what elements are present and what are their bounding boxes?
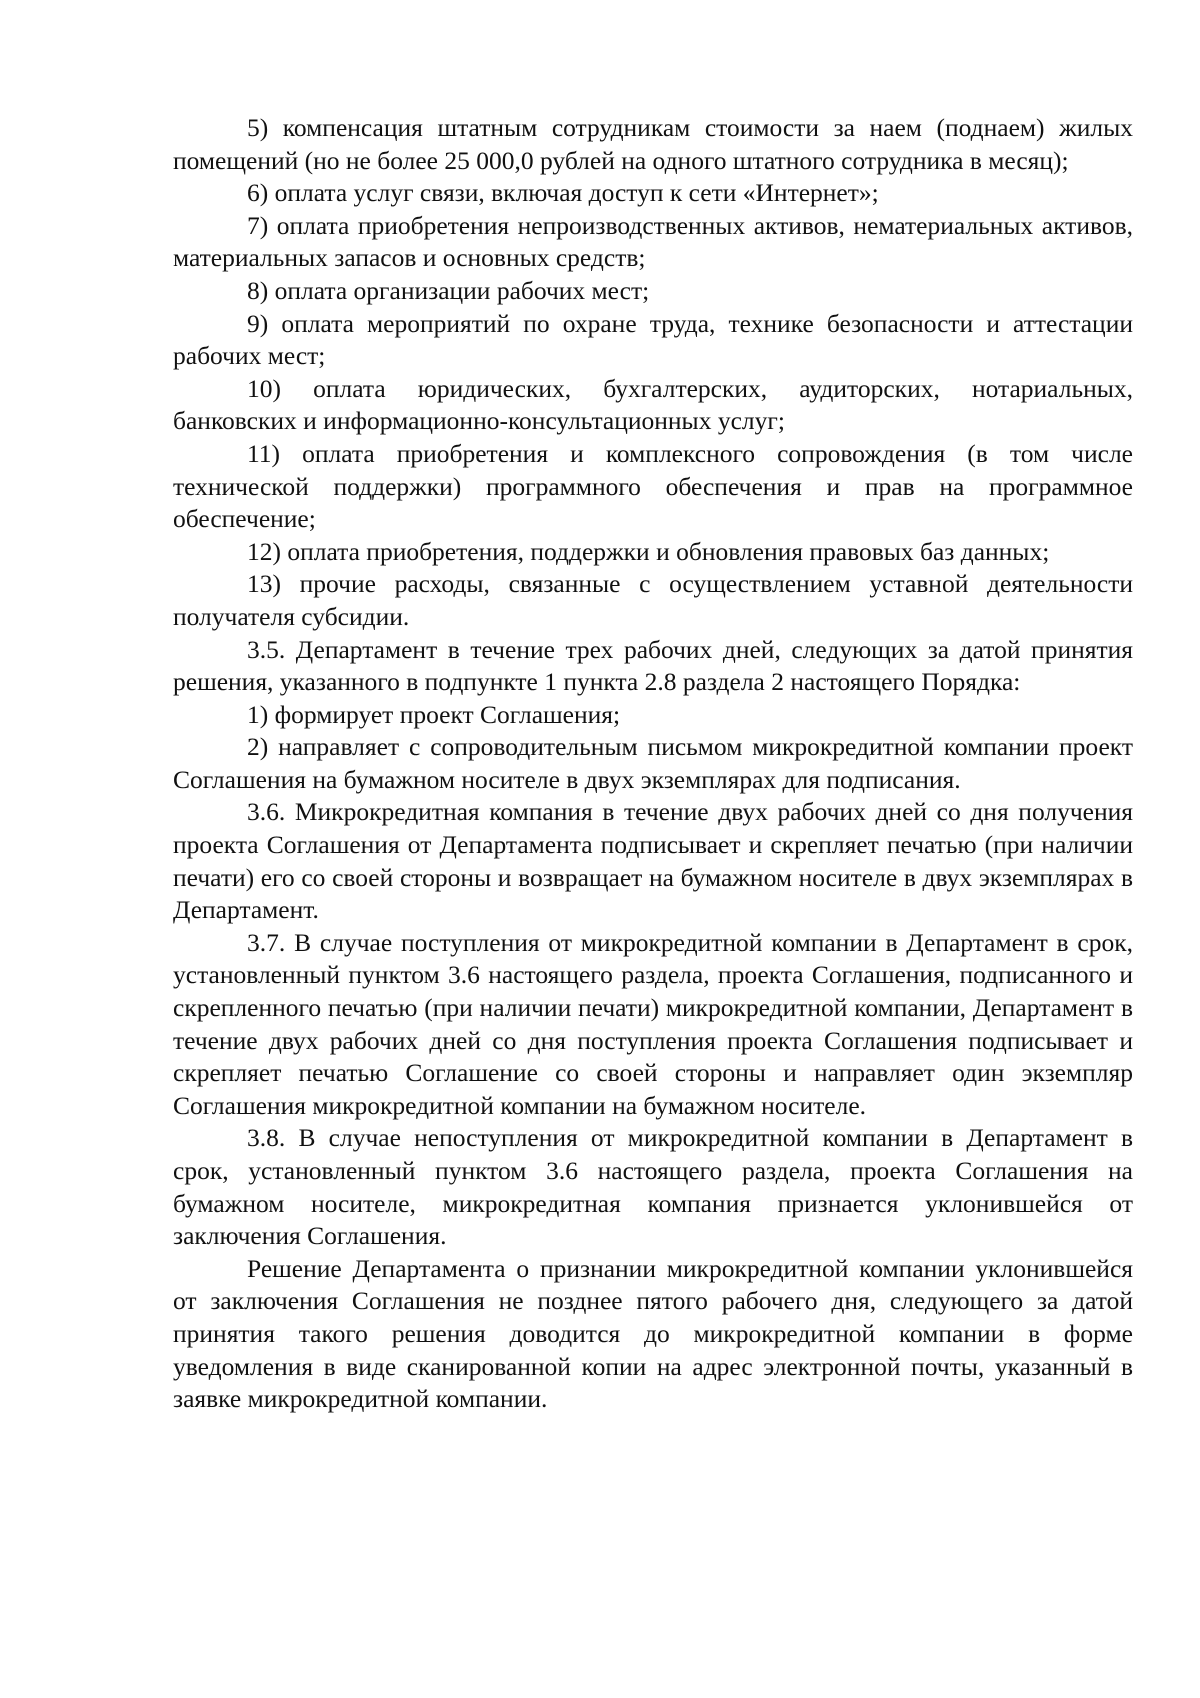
paragraph-item-9: 9) оплата мероприятий по охране труда, технике безопасности и аттестации рабочих мест; [173,308,1133,371]
paragraph-item-8: 8) оплата организации рабочих мест; [247,275,650,305]
paragraph-clause-3-6: 3.6. Микрокредитная компания в течение двух рабочих дней со дня получения проекта Соглашения от Департамента подписывает и скрепляет печатью (при наличии печати) его со своей стороны и возвращает на бумажном носителе в двух экземплярах в Департамент. [173,797,1133,925]
paragraph-clause-3-8: 3.8. В случае непоступления от микрокредитной компании в Департамент в срок, установленный пунктом 3.6 настоящего раздела, проекта Соглашения на бумажном носителе, микрокредитная компания признается уклонившейся от заключения Соглашения. [173,1123,1133,1251]
paragraph-item-12: 12) оплата приобретения, поддержки и обновления правовых баз данных; [247,536,1050,566]
paragraph-clause-3-5: 3.5. Департамент в течение трех рабочих дней, следующих за датой принятия решения, указанного в подпункте 1 пункта 2.8 раздела 2 настоящего Порядка: [173,634,1133,697]
document-page [173,112,1133,1416]
paragraph-item-5: 5) компенсация штатным сотрудникам стоимости за наем (поднаем) жилых помещений (но не более 25 000,0 рублей на одного штатного сотрудника в месяц); [173,113,1133,175]
paragraph-clause-3-5-item-1: 1) формирует проект Соглашения; [247,699,621,729]
paragraph-decision: Решение Департамента о признании микрокредитной компании уклонившейся от заключения Соглашения не позднее пятого рабочего дня, следующего за датой принятия такого решения доводится до микрокредитной компании в форме уведомления в виде сканированной копии на адрес электронной почты, указанный в заявке микрокредитной компании. [173,1253,1133,1414]
paragraph-item-10: 10) оплата юридических, бухгалтерских, аудиторских, нотариальных, банковских и информационно-консультационных услуг; [173,373,1133,436]
paragraph-item-6: 6) оплата услуг связи, включая доступ к сети «Интернет»; [247,178,879,208]
paragraph-item-7: 7) оплата приобретения непроизводственных активов, нематериальных активов, материальных запасов и основных средств; [173,210,1133,273]
paragraph-clause-3-7: 3.7. В случае поступления от микрокредитной компании в Департамент в срок, установленный пунктом 3.6 настоящего раздела, проекта Соглашения, подписанного и скрепленного печатью (при наличии печати) микрокредитной компании, Департамент в течение двух рабочих дней со дня поступления проекта Соглашения подписывает и скрепляет печатью Соглашение со своей стороны и направляет один экземпляр Соглашения микрокредитной компании на бумажном носителе. [173,927,1133,1120]
paragraph-clause-3-5-item-2: 2) направляет с сопроводительным письмом микрокредитной компании проект Соглашения на бумажном носителе в двух экземплярах для подписания. [173,732,1133,794]
paragraph-item-13: 13) прочие расходы, связанные с осуществлением уставной деятельности получателя субсидии. [173,569,1133,631]
paragraph-item-11: 11) оплата приобретения и комплексного сопровождения (в том числе технической поддержки) программного обеспечения и прав на программное обеспечение; [173,438,1133,534]
